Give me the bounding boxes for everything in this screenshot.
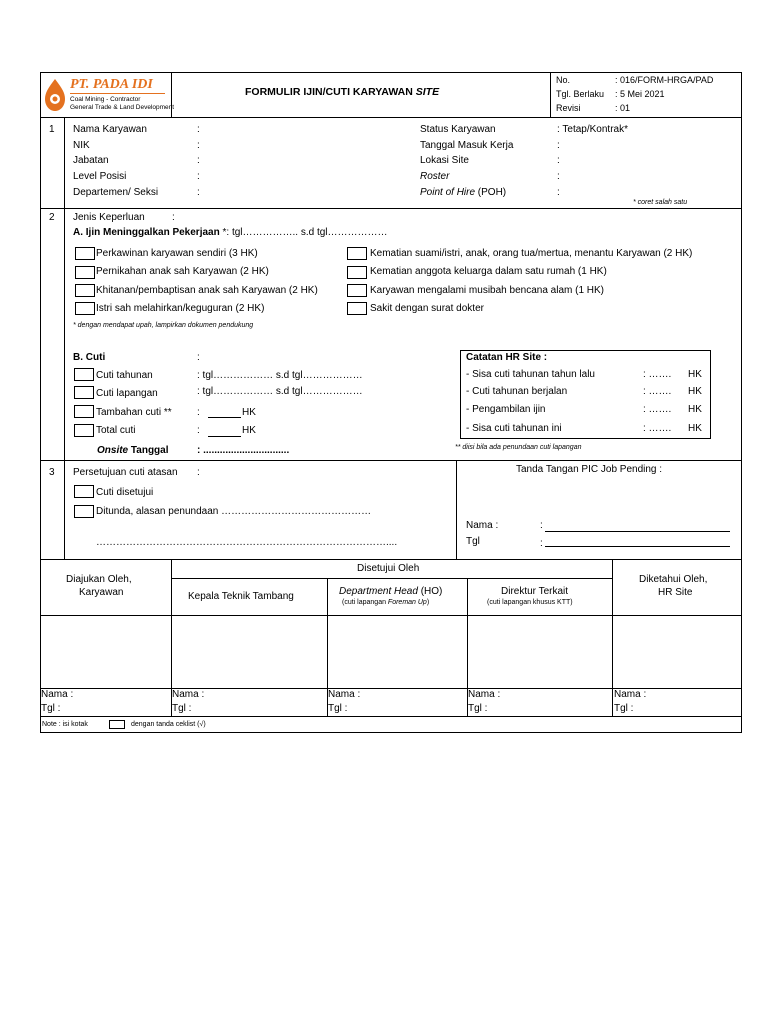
droplet-logo-icon [44,78,66,112]
footer-note-prefix: Note : isi kotak [42,721,88,728]
field-poh-value[interactable]: : [557,187,560,198]
section-1-note: * coret salah satu [633,199,688,206]
meta-rev-label: Revisi [556,103,581,113]
hr-item-sisa-lalu-dots[interactable]: : ……. [643,369,672,380]
onsite-italic: Onsite [97,445,129,456]
checkbox-khitanan[interactable] [75,284,95,297]
persetujuan-label: Persetujuan cuti atasan [73,467,178,478]
hr-notes-title: Catatan HR Site : [466,352,548,363]
rule-num-col [64,117,65,559]
dept-head-label [339,586,442,598]
rule-header-bottom [40,117,742,118]
field-dept-colon[interactable]: : [197,187,200,198]
company-tagline-2: General Trade & Land Development [70,104,175,111]
sig-nama-kepala[interactable]: Nama : [172,689,205,700]
company-name: PT. PADA IDI [70,77,153,92]
field-status-label: Status Karyawan [420,124,496,135]
onsite-rest: Tanggal [128,445,169,456]
hr-item-berjalan: - Cuti tahunan berjalan [466,386,568,397]
dept-head-italic: Department Head [339,586,418,597]
checkbox-tambahan-cuti[interactable] [74,405,94,418]
form-title-site: SITE [415,86,440,98]
field-poh-label [420,187,506,199]
ijin-note: * dengan mendapat upah, lampirkan dokumen pendukung [73,322,254,329]
direktur-sub: (cuti lapangan khusus KTT) [487,599,573,606]
direktur-label: Direktur Terkait [501,586,569,597]
form-title [245,86,439,98]
pic-tgl-input[interactable] [545,546,730,547]
kepala-teknik-label: Kepala Teknik Tambang [188,591,294,602]
rule-sec3-divider [456,460,457,559]
field-nik-label: NIK [73,140,90,151]
field-dept-label: Departemen/ Seksi [73,187,159,198]
option-khitanan: Khitanan/pembaptisan anak sah Karyawan (2 HK) [96,285,318,296]
signature-area-dept-head[interactable] [328,616,467,688]
field-tgl-masuk-label: Tanggal Masuk Kerja [420,140,514,151]
hr-item-sisa-ini-dots[interactable]: : ……. [643,423,672,434]
signature-area-kepala-teknik[interactable] [172,616,327,688]
form-title-main: FORMULIR IJIN/CUTI KARYAWAN [245,86,416,98]
field-nik-colon[interactable]: : [197,140,200,151]
sig-tgl-kepala[interactable]: Tgl : [172,703,192,714]
cuti-tahunan-dates[interactable]: : tgl……………… s.d tgl……………… [197,370,363,381]
dept-head-sub-italic: Foreman Up [387,599,427,606]
field-tgl-masuk-value[interactable]: : [557,140,560,151]
ditunda-continuation[interactable]: …………………………………………………………………………….... [96,537,398,548]
field-nama-label: Nama Karyawan [73,124,147,135]
checkbox-cuti-tahunan[interactable] [74,368,94,381]
dept-head-sub [342,598,429,607]
field-level-colon[interactable]: : [197,171,200,182]
hr-item-ijin-dots[interactable]: : ……. [643,404,672,415]
checkbox-cuti-disetujui[interactable] [74,485,94,498]
jenis-keperluan-label: Jenis Keperluan [73,212,145,223]
checkbox-cuti-lapangan[interactable] [74,386,94,399]
onsite-label [97,445,169,457]
meta-date-value: : 5 Mei 2021 [615,89,665,99]
meta-no-label: No. [556,75,571,85]
tambahan-cuti-colon: : [197,407,200,418]
diajukan-label-2: Karyawan [79,587,124,598]
jenis-keperluan-colon: : [172,212,175,223]
dept-head-sub-suffix: ) [426,599,430,606]
cuti-tahunan-label: Cuti tahunan [96,370,153,381]
sig-tgl-direktur[interactable]: Tgl : [468,703,488,714]
pic-title: Tanda Tangan PIC Job Pending : [516,464,663,475]
option-istri-melahirkan: Istri sah melahirkan/keguguran (2 HK) [96,303,265,314]
company-name-underline [70,93,165,94]
option-perkawinan: Perkawinan karyawan sendiri (3 HK) [96,248,258,259]
field-lokasi-value[interactable]: : [557,155,560,166]
field-status-value[interactable]: : Tetap/Kontrak* [557,124,628,135]
diketahui-label-1: Diketahui Oleh, [639,574,708,585]
field-roster-value[interactable]: : [557,171,560,182]
pic-nama-input[interactable] [545,531,730,532]
hr-notes-footnote: ** diisi bila ada penundaan cuti lapangan [455,444,582,451]
tambahan-cuti-label: Tambahan cuti ** [96,407,172,418]
option-kematian-anggota: Kematian anggota keluarga dalam satu rumah (1 HK) [370,266,607,277]
total-cuti-label: Total cuti [96,425,136,436]
field-poh-label-italic: Point of Hire [420,187,476,198]
dept-head-suffix: (HO) [417,586,443,597]
option-pernikahan-anak: Pernikahan anak sah Karyawan (2 HK) [96,266,269,277]
total-cuti-input[interactable] [208,436,241,437]
ijin-date-range[interactable]: *: tgl…………….. s.d tgl……………… [219,227,388,238]
diajukan-label-1: Diajukan Oleh, [66,574,132,585]
ijin-heading [73,227,388,239]
sig-nama-dept-head[interactable]: Nama : [328,689,361,700]
sig-nama-hr[interactable]: Nama : [614,689,647,700]
onsite-date[interactable]: : ............................... [197,445,290,456]
cuti-lapangan-label: Cuti lapangan [96,388,158,399]
checkbox-istri-melahirkan[interactable] [75,302,95,315]
sig-tgl-karyawan[interactable]: Tgl : [41,703,61,714]
checkbox-sakit[interactable] [347,302,367,315]
section-1-number: 1 [49,124,55,135]
field-jabatan-colon[interactable]: : [197,155,200,166]
signature-area-direktur[interactable] [468,616,612,688]
ditunda-label[interactable]: Ditunda, alasan penundaan ……………………………………… [96,506,372,517]
cuti-title-colon: : [197,352,200,363]
cuti-title: B. Cuti [73,352,106,363]
tambahan-cuti-unit: HK [242,407,256,418]
cuti-lapangan-dates[interactable]: : tgl……………… s.d tgl……………… [197,386,363,397]
checkbox-total-cuti[interactable] [74,424,94,437]
tambahan-cuti-input[interactable] [208,417,241,418]
hr-item-sisa-lalu-unit: HK [688,369,702,380]
field-lokasi-label: Lokasi Site [420,155,469,166]
rule-sec1-bottom [40,208,742,209]
field-jabatan-label: Jabatan [73,155,109,166]
checkbox-ditunda[interactable] [74,505,94,518]
option-bencana-alam: Karyawan mengalami musibah bencana alam (1 HK) [370,285,605,296]
footer-note-box-icon [109,720,125,729]
total-cuti-unit: HK [242,425,256,436]
hr-item-berjalan-unit: HK [688,386,702,397]
meta-date-label: Tgl. Berlaku [556,89,605,99]
disetujui-oleh-heading: Disetujui Oleh [357,563,420,574]
checkbox-bencana-alam[interactable] [347,284,367,297]
hr-item-sisa-lalu: - Sisa cuti tahunan tahun lalu [466,369,595,380]
field-poh-label-suffix: (POH) [475,187,507,198]
checkbox-perkawinan[interactable] [75,247,95,260]
signature-area-karyawan[interactable] [41,616,171,688]
pic-nama-label: Nama : [466,520,499,531]
signature-area-hr-site[interactable] [613,616,741,688]
sig-tgl-dept-head[interactable]: Tgl : [328,703,348,714]
cuti-disetujui-label: Cuti disetujui [96,487,154,498]
pic-nama-sep: : [540,520,543,531]
total-cuti-colon: : [197,425,200,436]
pic-tgl-sep: : [540,538,543,549]
company-tagline-1: Coal Mining - Contractor [70,96,141,103]
rule-sec2-bottom [40,460,742,461]
section-3-number: 3 [49,467,55,478]
option-kematian-keluarga-inti: Kematian suami/istri, anak, orang tua/mertua, menantu Karyawan (2 HK) [370,248,693,259]
rule-header-v2 [550,72,551,117]
footer-note-suffix: dengan tanda ceklist (√) [131,721,206,728]
field-nama-colon[interactable]: : [197,124,200,135]
dept-head-sub-prefix: (cuti lapangan [342,599,388,606]
section-2-number: 2 [49,212,55,223]
hr-item-ijin-unit: HK [688,404,702,415]
company-logo [44,76,175,114]
rule-sig-subhead [171,578,612,579]
hr-item-berjalan-dots[interactable]: : ……. [643,386,672,397]
sig-nama-direktur[interactable]: Nama : [468,689,501,700]
hr-item-sisa-ini: - Sisa cuti tahunan ini [466,423,562,434]
ijin-title: A. Ijin Meninggalkan Pekerjaan [73,227,220,238]
rule-sig-name-bottom [40,716,742,717]
checkbox-kematian-keluarga-inti[interactable] [347,247,367,260]
hr-item-ijin: - Pengambilan ijin [466,404,546,415]
field-level-label: Level Posisi [73,171,127,182]
checkbox-pernikahan-anak[interactable] [75,266,95,279]
rule-sec3-bottom [40,559,742,560]
persetujuan-colon: : [197,467,200,478]
hr-item-sisa-ini-unit: HK [688,423,702,434]
pic-tgl-label: Tgl [466,536,480,547]
field-roster-label: Roster [420,171,450,182]
sig-tgl-hr[interactable]: Tgl : [614,703,634,714]
diketahui-label-2: HR Site [658,587,693,598]
meta-rev-value: : 01 [615,103,631,113]
option-sakit: Sakit dengan surat dokter [370,303,484,314]
meta-no-value: : 016/FORM-HRGA/PAD [615,75,714,85]
sig-nama-karyawan[interactable]: Nama : [41,689,74,700]
checkbox-kematian-anggota[interactable] [347,266,367,279]
